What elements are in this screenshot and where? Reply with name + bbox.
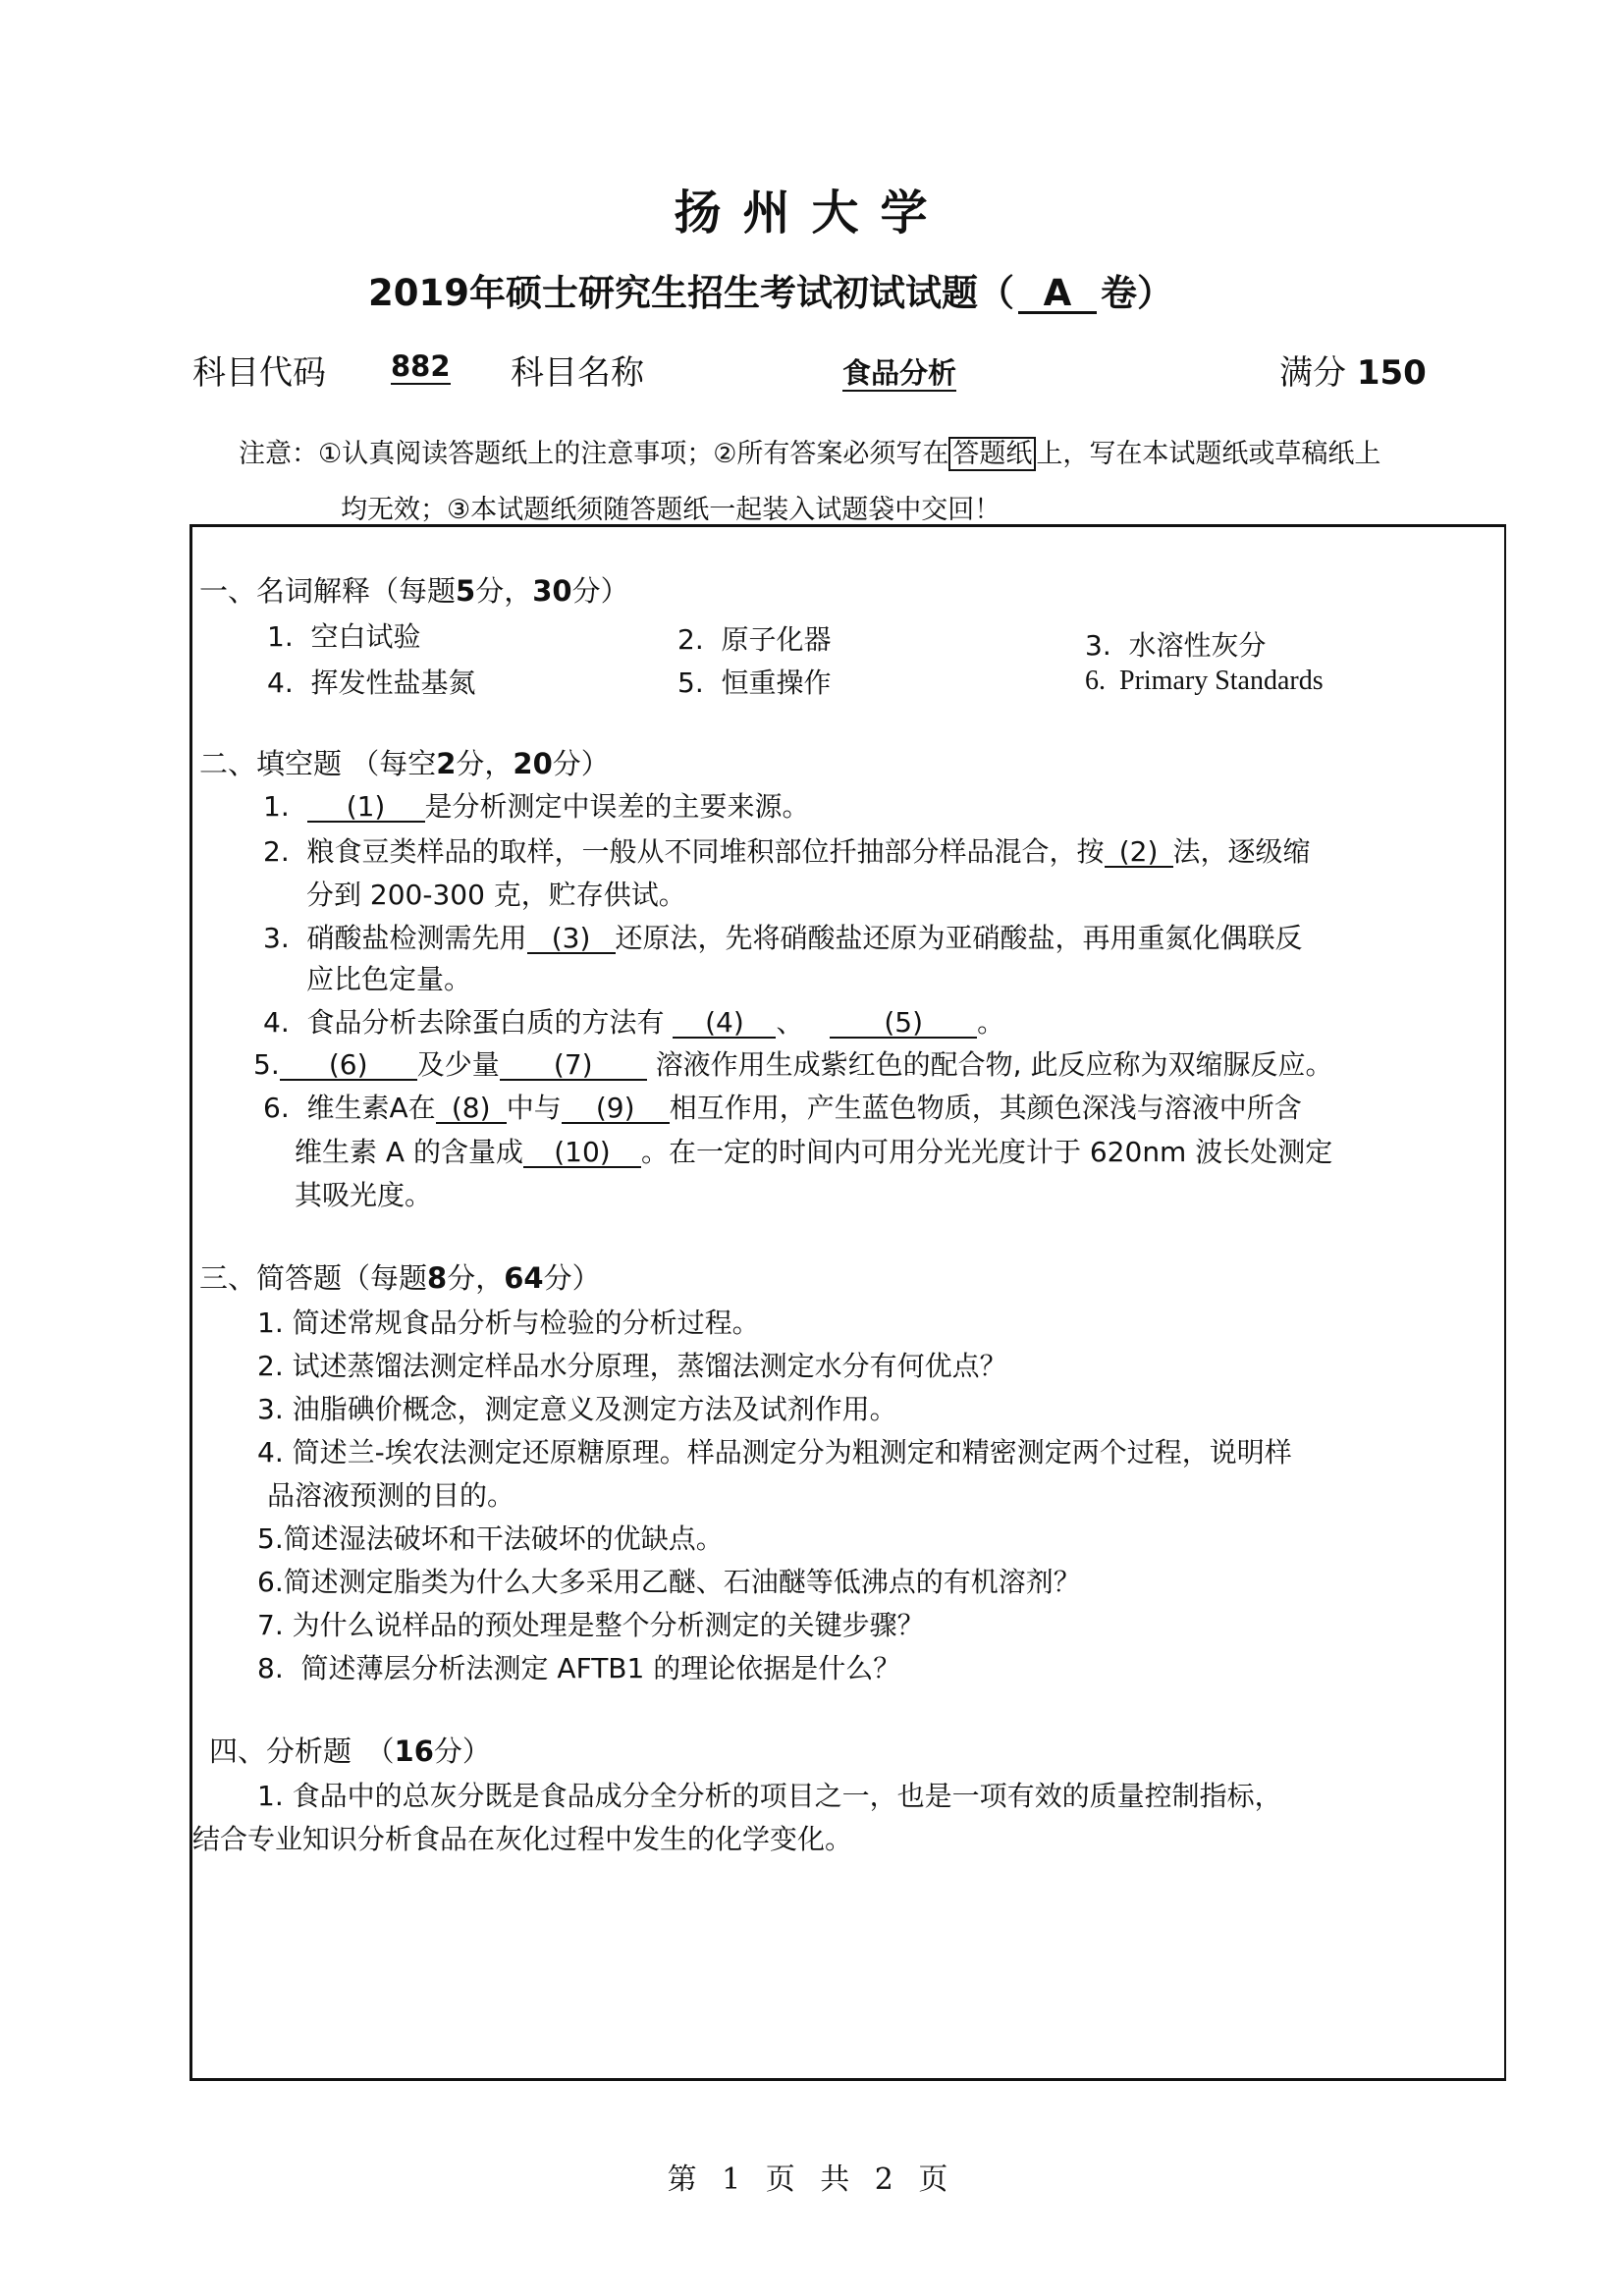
short-answer-3: 3. 油脂碘价概念，测定意义及测定方法及试剂作用。 (257, 1393, 897, 1425)
short-answer-2: 2. 试述蒸馏法测定样品水分原理，蒸馏法测定水分有何优点？ (257, 1350, 1007, 1382)
university-name: 扬州大学 (674, 186, 949, 240)
term-item-1: 1. 空白试验 (267, 620, 421, 653)
paper-type: A (1018, 276, 1097, 314)
term-item-3: 3. 水溶性灰分 (1085, 629, 1267, 662)
short-answer-6: 6.简述测定脂类为什么大多采用乙醚、石油醚等低沸点的有机溶剂？ (257, 1566, 1081, 1598)
fill-question-3: 3. 硝酸盐检测需先用 (3) 还原法，先将硝酸盐还原为亚硝酸盐，再用重氮化偶联反 (263, 922, 1303, 954)
answer-sheet-boxed: 答题纸 (948, 437, 1036, 471)
fill-question-1: 1. (1) 是分析测定中误差的主要来源。 (263, 790, 810, 823)
term-item-5: 5. 恒重操作 (677, 667, 832, 699)
exam-title-prefix: 2019年硕士研究生招生考试初试试题（ (368, 272, 1014, 314)
notice-line-1: 注意：①认真阅读答题纸上的注意事项；②所有答案必须写在 答题纸 上，写在本试题纸或草稿纸上 (239, 439, 1381, 469)
fill-question-4: 4. 食品分析去除蛋白质的方法有 (4) 、 (5) 。 (263, 1006, 1005, 1039)
section-1-title: 一、名词解释（每题5分，30分） (199, 574, 629, 608)
fill-question-6: 6. 维生素A在 (8) 中与 (9) 相互作用，产生蓝色物质，其颜色深浅与溶液中所含 (263, 1092, 1302, 1124)
short-answer-4: 4. 简述兰-埃农法测定还原糖原理。样品测定分为粗测定和精密测定两个过程，说明样 (257, 1436, 1292, 1468)
subject-name: 食品分析 (842, 356, 957, 390)
section-3-title: 三、简答题（每题8分，64分） (199, 1261, 601, 1295)
fill-question-6-cont: 维生素 A 的含量成 (10) 。在一定的时间内可用分光光度计于 620nm 波长处测定 (295, 1136, 1333, 1168)
full-score: 满分 150 (1279, 353, 1427, 393)
section-4-title: 四、分析题 （16分） (209, 1735, 491, 1768)
term-item-2: 2. 原子化器 (677, 623, 832, 656)
fill-question-2: 2. 粮食豆类样品的取样，一般从不同堆积部位扦抽部分样品混合，按 (2) 法，逐级缩 (263, 835, 1311, 868)
short-answer-8: 8. 简述薄层分析法测定 AFTB1 的理论依据是什么？ (257, 1652, 901, 1684)
fill-question-3-cont: 应比色定量。 (306, 963, 472, 995)
subject-name-label: 科目名称 (511, 353, 644, 393)
short-answer-1: 1. 简述常规食品分析与检验的分析过程。 (257, 1307, 760, 1339)
short-answer-4-cont: 品溶液预测的目的。 (267, 1479, 515, 1512)
fill-question-6-cont-2: 其吸光度。 (295, 1179, 433, 1211)
short-answer-5: 5.简述湿法破坏和干法破坏的优缺点。 (257, 1522, 724, 1555)
analysis-question-1-cont: 结合专业知识分析食品在灰化过程中发生的化学变化。 (192, 1823, 853, 1855)
section-2-title: 二、填空题 （每空2分，20分） (199, 747, 610, 780)
subject-code: 882 (391, 349, 451, 383)
term-item-4: 4. 挥发性盐基氮 (267, 667, 476, 699)
analysis-question-1: 1. 食品中的总灰分既是食品成分全分析的项目之一，也是一项有效的质量控制指标， (257, 1780, 1282, 1812)
page-number: 第 1 页 共 2 页 (667, 2163, 956, 2197)
exam-title-suffix: 卷） (1100, 272, 1173, 314)
exam-title (368, 263, 1173, 316)
short-answer-7: 7. 为什么说样品的预处理是整个分析测定的关键步骤？ (257, 1609, 925, 1641)
subject-code-label: 科目代码 (192, 353, 326, 393)
notice-line-2: 均无效；③本试题纸须随答题纸一起装入试题袋中交回！ (341, 495, 1001, 525)
fill-question-5: 5. (6) 及少量 (7) 溶液作用生成紫红色的配合物, 此反应称为双缩脲反应。 (253, 1048, 1333, 1081)
term-item-6: 6. Primary Standards (1085, 666, 1324, 696)
fill-question-2-cont: 分到 200-300 克，贮存供试。 (306, 879, 686, 911)
